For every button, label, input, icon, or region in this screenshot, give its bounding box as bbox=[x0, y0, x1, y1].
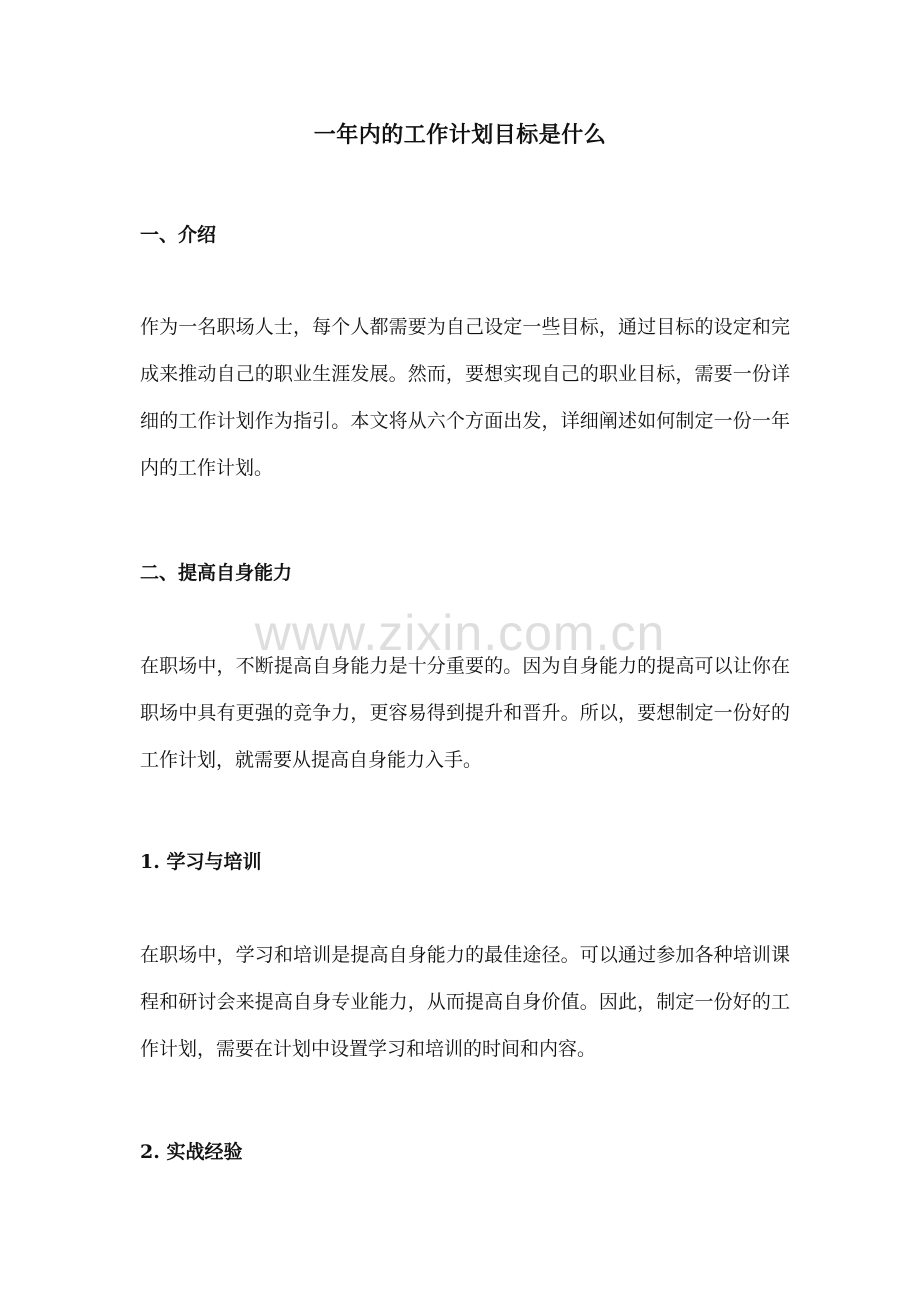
watermark: www.zixin.com.cn bbox=[254, 605, 666, 661]
section-heading-improve-ability: 二、提高自身能力 bbox=[140, 562, 293, 584]
section-paragraph-improve-ability: 在职场中，不断提高自身能力是十分重要的。因为自身能力的提高可以让你在职场中具有更强的竞争力，更容易得到提升和晋升。所以，要想制定一份好的工作计划，就需要从提高自身能力入手。 bbox=[140, 655, 790, 771]
section-heading-learning-training: 1. 学习与培训 bbox=[140, 851, 262, 873]
section-heading-introduction: 一、介绍 bbox=[140, 224, 217, 246]
section-paragraph-introduction: 作为一名职场人士，每个人都需要为自己设定一些目标，通过目标的设定和完成来推动自己的职业生涯发展。然而，要想实现自己的职业目标，需要一份详细的工作计划作为指引。本文将从六个方面出发，详细阐述如何制定一份一年内的工作计划。 bbox=[140, 316, 790, 479]
section-paragraph-learning-training: 在职场中，学习和培训是提高自身能力的最佳途径。可以通过参加各种培训课程和研讨会来提高自身专业能力，从而提高自身价值。因此，制定一份好的工作计划，需要在计划中设置学习和培训的时间和内容。 bbox=[140, 944, 790, 1060]
section-heading-practical-experience: 2. 实战经验 bbox=[140, 1141, 243, 1163]
document-title: 一年内的工作计划目标是什么 bbox=[313, 122, 607, 148]
